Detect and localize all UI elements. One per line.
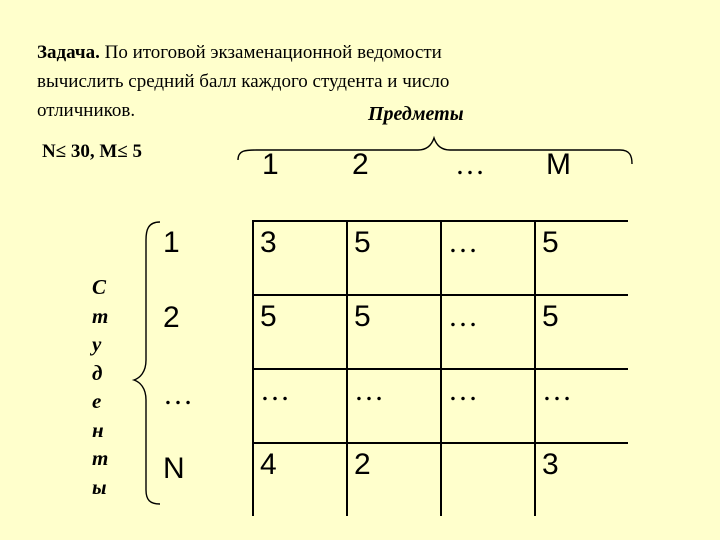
students-letter: у — [92, 332, 102, 356]
column-header-2: 2 — [352, 148, 369, 181]
grade-cell: … — [441, 221, 535, 295]
grade-cell: 5 — [347, 295, 441, 369]
grade-cell — [441, 443, 535, 516]
grade-cell: 3 — [253, 221, 347, 295]
grade-table — [252, 220, 628, 516]
grade-cell: 5 — [535, 221, 628, 295]
grade-cell: … — [535, 369, 628, 443]
grade-cell: … — [441, 295, 535, 369]
row-label-1: 1 — [163, 226, 180, 259]
grade-cell: 2 — [347, 443, 441, 516]
students-brace — [134, 222, 160, 504]
table-row — [253, 443, 628, 516]
task-label: Задача. — [37, 42, 100, 63]
students-letter: д — [92, 360, 103, 385]
grade-cell: … — [253, 369, 347, 443]
students-letter: С — [92, 275, 107, 299]
grade-cell: 4 — [253, 443, 347, 516]
students-letter: т — [92, 446, 109, 470]
column-header-1: 1 — [262, 148, 279, 181]
grade-cell: … — [347, 369, 441, 443]
task-text-1: По итоговой экзаменационной ведомости — [104, 42, 442, 63]
constraints-text: N≤ 30, M≤ 5 — [42, 141, 143, 162]
subjects-label: Предметы — [368, 103, 464, 125]
students-letter: е — [92, 389, 102, 413]
row-label-n: N — [163, 452, 185, 485]
grade-cell: 5 — [535, 295, 628, 369]
row-label-ellipsis: … — [163, 378, 193, 411]
grade-cell: 5 — [347, 221, 441, 295]
subjects-brace — [238, 138, 632, 164]
grade-cell: 5 — [253, 295, 347, 369]
table-row — [253, 295, 628, 369]
table-row — [253, 221, 628, 295]
column-header-ellipsis: … — [455, 148, 485, 181]
grade-cell: … — [441, 369, 535, 443]
students-letter: т — [92, 303, 109, 328]
students-letter: н — [92, 417, 104, 442]
column-header-m: M — [546, 148, 571, 181]
students-letter: ы — [92, 474, 107, 499]
row-label-2: 2 — [163, 301, 180, 334]
task-line-2: вычислить средний балл каждого студента и число — [37, 71, 450, 92]
task-line-3: отличников. — [37, 100, 136, 121]
grade-cell: 3 — [535, 443, 628, 516]
table-row — [253, 369, 628, 443]
